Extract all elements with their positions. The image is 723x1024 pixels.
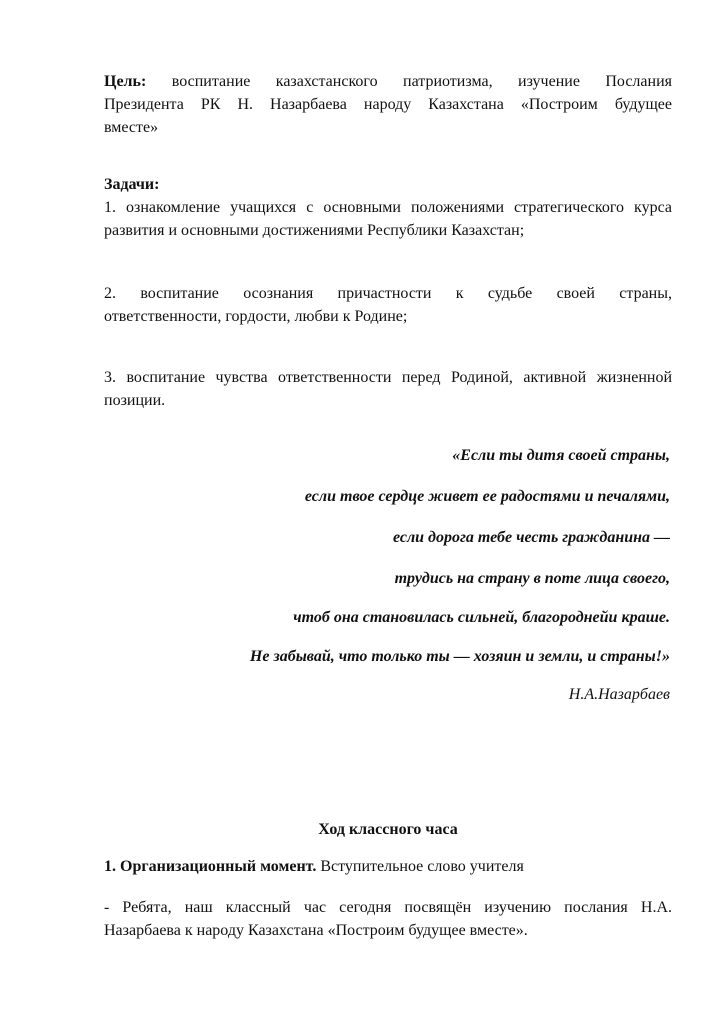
task-3-line-1: 3. воспитание чувства ответственности перед Родиной, активной жизненной	[104, 369, 672, 386]
course-heading: Ход классного часа	[318, 821, 458, 838]
tasks-heading: Задачи:	[104, 176, 160, 193]
goal-line-2: Президента РК Н. Назарбаева народу Казахстана «Построим будущее	[104, 96, 672, 113]
quote-line-6: Не забывай, что только ты — хозяин и земли, и страны!»	[249, 648, 670, 665]
task-1-line-2: развития и основными достижениями Республики Казахстан;	[104, 222, 525, 239]
task-3-line-2: позиции.	[104, 392, 166, 409]
goal-text-1: воспитание казахстанского патриотизма, изучение Послания	[171, 73, 673, 90]
task-2-line-2: ответственности, гордости, любви к Родине;	[104, 308, 408, 325]
speech-line-1: - Ребята, наш классный час сегодня посвящён изучению послания Н.А.	[104, 899, 672, 916]
goal-label: Цель:	[104, 73, 147, 90]
task-2-line-1: 2. воспитание осознания причастности к судьбе своей страны,	[104, 285, 672, 302]
quote-line-4: трудись на страну в поте лица своего,	[394, 570, 670, 587]
speech-line-2: Назарбаева к народу Казахстана «Построим будущее вместе».	[104, 922, 528, 939]
quote-line-3: если дорога тебе честь гражданина —	[392, 529, 670, 546]
goal-line-3: вместе»	[104, 119, 159, 136]
task-1-line-1: 1. ознакомление учащихся с основными положениями стратегического курса	[104, 199, 672, 216]
quote-author: Н.А.Назарбаев	[568, 686, 670, 703]
step-1-text: Вступительное слово учителя	[316, 858, 524, 875]
quote-line-1: «Если ты дитя своей страны,	[452, 447, 670, 464]
step-1-label: 1. Организационный момент.	[104, 858, 317, 875]
quote-line-5: чтоб она становилась сильней, благороднейи краше.	[293, 609, 670, 626]
step-1-line	[104, 855, 672, 878]
goal-line-1	[104, 70, 672, 93]
quote-line-2: если твое сердце живет ее радостями и печалями,	[304, 488, 670, 505]
